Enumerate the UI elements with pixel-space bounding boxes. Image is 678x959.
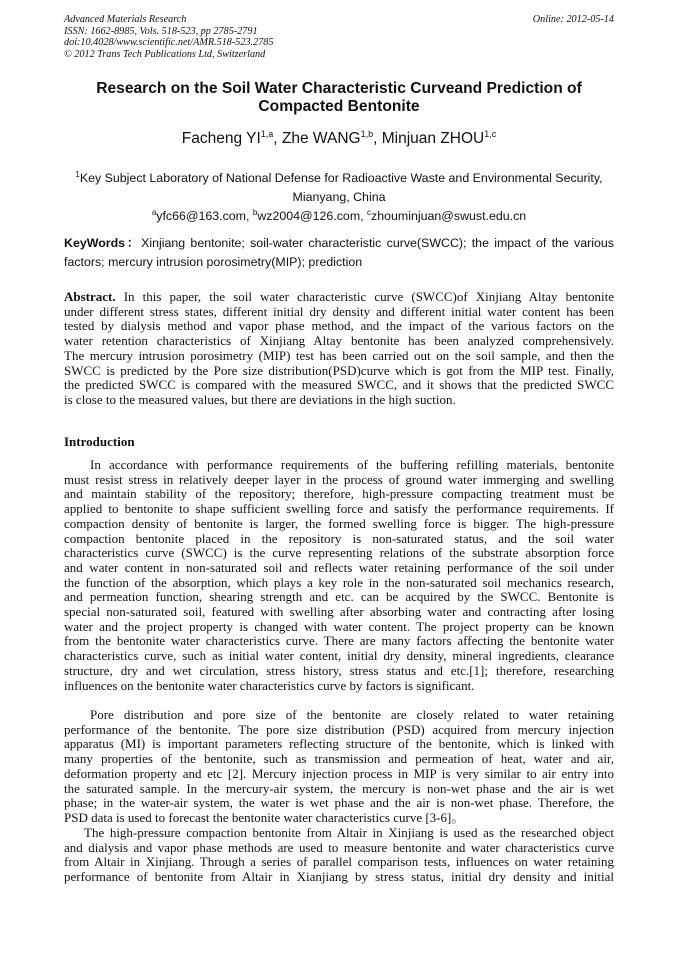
text-line: performance of bentonite from Altair in Xianjiang by stress status, initial dry density and initial	[64, 869, 614, 885]
text-line: special non-saturated soil, featured with swelling after absorbing water and contracting after losing	[64, 604, 614, 620]
text-line: performance of the bentonite. The pore size distribution (PSD) acquired from mercury injection	[64, 721, 614, 737]
paper-title	[40, 80, 638, 116]
title-line: Research on the Soil Water Characteristic Curveand Prediction of	[96, 80, 582, 97]
online-date: Online: 2012-05-14	[532, 14, 614, 25]
text-line: applied to bentonite to shape sufficient swelling force and satisfy the performance requirements. If	[64, 501, 614, 517]
text-line: from Altair in Xinjiang. Through a series of parallel comparison tests, influences on water retaining	[64, 854, 614, 870]
copyright: © 2012 Trans Tech Publications Ltd, Switzerland	[64, 48, 266, 60]
text-line: PSD data is used to forecast the bentonite water characteristics curve [3-6]。	[64, 809, 465, 825]
text-line: and permeation function, shearing strength and etc. can be acquired by the SWCC. Bentonite is	[64, 589, 614, 605]
email-sup: b	[252, 208, 258, 217]
text-line: deformation property and etc [2]. Mercury injection process in MIP is very similar to air entry into	[64, 765, 614, 781]
journal-header	[64, 14, 614, 60]
email-sup: c	[367, 208, 372, 217]
email-link[interactable]: zhouminjuan@swust.edu.cn	[371, 209, 527, 224]
email-link[interactable]: wz2004@126.com	[257, 209, 361, 224]
emails: $^a$yfc66@163.com, $^b$wz2004@126.com, $^c$zhouminjuan@swust.edu.cn	[151, 208, 527, 224]
affiliation-line: Key Subject Laboratory of National Defense for Radioactive Waste and Environmental Security,	[79, 171, 603, 186]
text-line: compaction bentonite placed in the repository is non-saturated status, and the soil water	[64, 530, 614, 546]
text-line	[64, 290, 614, 305]
email-link[interactable]: yfc66@163.com	[156, 209, 246, 224]
text-line: The mercury intrusion porosimetry (MIP) test has been carried out on the soil sample, and then the	[64, 347, 614, 363]
text-line: is close to the measured values, but there are deviations in the high suction.	[64, 391, 456, 407]
text-line: must resist stress in relatively deeper layer in the process of ground water immerging and swelling	[64, 471, 614, 487]
text-line: apparatus (MI) is important parameters reflecting structure of the bentonite, which is linked with	[64, 736, 614, 752]
title-line: Compacted Bentonite	[258, 98, 420, 115]
journal-name: Advanced Materials Research	[64, 14, 187, 25]
text-line: water retention characteristics of Xinjiang Altay bentonite has been analyzed comprehensively.	[64, 333, 614, 349]
text-line: phase; in the water-air system, the water is wet phase and the air is non-wet phase. Therefore, the	[64, 795, 614, 811]
text-line: the saturated sample. In the mercury-air system, the mercury is non-wet phase and the air is wet	[64, 780, 614, 796]
keywords-text: Xinjiang bentonite; soil-water characteristic curve(SWCC); the impact of the various	[141, 236, 614, 250]
author-sup: 1,c	[484, 129, 497, 139]
keywords	[64, 234, 614, 271]
text-line: and water content in non-saturated soil and reflects water retaining performance of the soil under	[64, 559, 614, 575]
text-line: Pore distribution and pore size of the bentonite are closely related to water retaining	[90, 707, 614, 722]
text-line: characteristics curve (SWCC) is the curve representing relations of the substrate absorption force	[64, 545, 614, 561]
section-heading-introduction: Introduction	[64, 434, 135, 449]
abstract	[64, 290, 614, 408]
abstract-text: In this paper, the soil water characteristic curve (SWCC)of Xinjiang Altay bentonite	[115, 289, 614, 304]
author-name: Zhe WANG	[281, 130, 361, 148]
abstract-label: Abstract.	[64, 289, 116, 304]
issn: ISSN: 1662-8985, Vols. 518-523, pp 2785-2791	[64, 25, 258, 37]
text-line: In accordance with performance requirements of the buffering refilling materials, bentonite	[90, 457, 614, 472]
intro-paragraph-1	[64, 458, 614, 693]
text-line: characteristics curve, such as initial water content, initial dry density, mineral ingredients, clearance	[64, 648, 614, 664]
keywords-text: factors; mercury intrusion porosimetry(MIP); prediction	[64, 254, 363, 269]
affiliation-sup: 1	[75, 170, 80, 179]
text-line: the predicted SWCC is compared with the measured SWCC, and it shows that the predicted SWCC	[64, 377, 614, 393]
author-sup: 1,b	[360, 129, 374, 139]
text-line: from the bentonite water characteristics curve. There are many factors affecting the bentonite water	[64, 633, 614, 649]
affiliation	[50, 166, 628, 206]
affiliation-line: Mianyang, China	[292, 189, 386, 204]
text-line: under different stress states, different initial dry density and different initial water content has been	[64, 303, 614, 319]
text-line: tested by dialysis method and vapor phase method, and the impact of the various factors on the	[64, 318, 614, 334]
authors: Facheng YI$^{1,a}$, Zhe WANG$^{1,b}$, Minjuan ZHOU$^{1,c}$	[181, 129, 497, 148]
text-line: many properties of the bentonite, such as transmission and permeation of heat, water and air,	[64, 751, 614, 767]
text-line: The high-pressure compaction bentonite from Altair in Xinjiang is used as the researched object	[84, 825, 614, 840]
text-line: compaction density of bentonite is larger, the formed swelling force is bigger. The high-pressure	[64, 515, 614, 531]
text-line: and maintain stability of the repository; therefore, high-pressure compacting treatment must be	[64, 486, 614, 502]
author-name: Facheng YI	[181, 130, 261, 148]
text-line: influences on the bentonite water characteristics curve by factors is significant.	[64, 677, 475, 693]
text-line: the function of the absorption, which plays a key role in the non-saturated soil mechanics research,	[64, 574, 614, 590]
author-sup: 1,a	[260, 129, 274, 139]
keywords-label: KeyWords：	[64, 236, 142, 250]
author-name: Minjuan ZHOU	[381, 130, 485, 148]
intro-paragraph-3	[64, 826, 614, 885]
doi: doi:10.4028/www.scientific.net/AMR.518-523.2785	[64, 37, 274, 49]
text-line: water and the project property is changed with water content. The project property can be known	[64, 618, 614, 634]
text-line: SWCC is predicted by the Pore size distribution(PSD)curve which is got from the MIP test. Finally,	[64, 362, 614, 378]
email-sup: a	[151, 208, 157, 217]
intro-paragraph-2	[64, 708, 614, 826]
text-line: structure, dry and wet circulation, stress history, stress status and etc.[1]; therefore, researching	[64, 662, 614, 678]
text-line: and dialysis and vapor phase methods are used to measure bentonite and water characteristics curve	[64, 839, 614, 855]
